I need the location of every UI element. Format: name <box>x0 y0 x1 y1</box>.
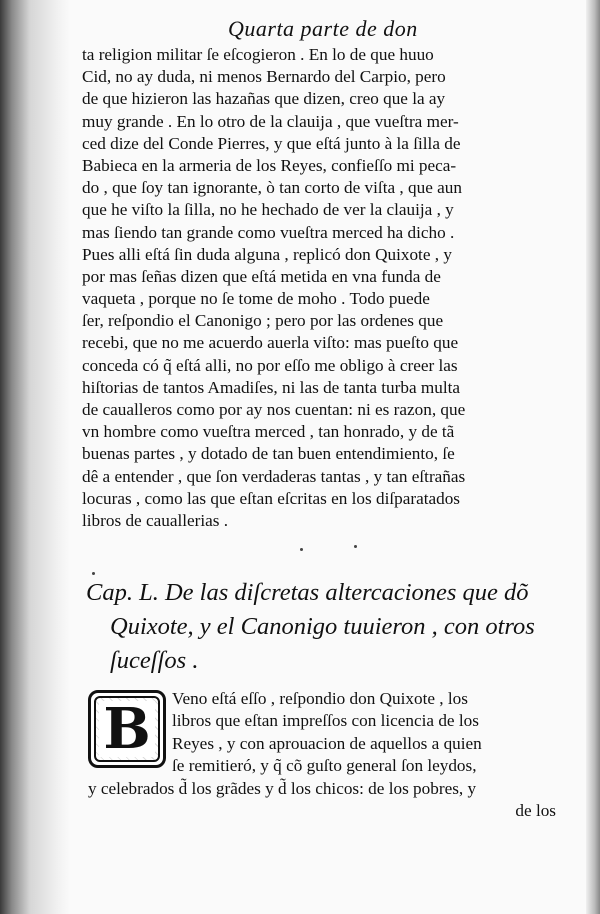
ink-speck <box>92 572 95 575</box>
text-line: locuras , como las que eſtan eſcritas en los diſparatados <box>82 488 460 508</box>
text-line: por mas ſeñas dizen que eſtá metida en vna funda de <box>82 266 441 286</box>
text-line: ſe remitieró, y q̃ cõ guſto general ſon leydos, <box>172 756 477 776</box>
text-line: vn hombre como vueſtra merced , tan honrado, y de tã <box>82 422 455 442</box>
body-text <box>82 44 556 532</box>
drop-cap-letter: B <box>99 701 154 757</box>
chapter-heading <box>86 576 562 678</box>
text-line: de caualleros como por ay nos cuentan: ni es razon, que <box>82 400 466 419</box>
page-gutter-shadow <box>0 0 70 914</box>
running-head: Quarta parte de don <box>228 16 418 41</box>
text-line: Babieca en la armeria de los Reyes, confieſſo mi peca- <box>82 155 457 175</box>
text-line: dê a entender , que ſon verdaderas tantas , y tan eſtrañas <box>82 466 466 486</box>
ink-speck <box>354 545 357 548</box>
text-line: Cid, no ay duda, ni menos Bernardo del Carpio, pero <box>82 67 446 87</box>
text-line: y celebrados d̃ los grãdes y d̃ los chicos: de los pobres, y <box>88 778 477 798</box>
chapter-paragraph <box>88 688 556 822</box>
text-line: vaqueta , porque no ſe tome de moho . Todo puede <box>82 289 430 309</box>
text-line: conceda có q̃ eſtá alli, no por eſſo me obligo à creer las <box>82 355 458 375</box>
text-line: Veno eſtá eſſo , reſpondio don Quixote , los <box>172 689 468 708</box>
text-line: ta religion militar ſe eſcogieron . En lo de que huuo <box>82 45 434 64</box>
text-line: libros de cauallerias . <box>82 510 229 530</box>
text-line: buenas partes , y dotado de tan buen entendimiento, ſe <box>82 444 455 464</box>
chapter-heading-line: Quixote, y el Canonigo tuuieron , con otros <box>110 613 535 640</box>
text-line: libros que eſtan impreſſos con licencia de los <box>172 711 479 731</box>
text-line: Reyes , y con aprouacion de aquellos a quien <box>172 733 482 753</box>
ink-speck <box>300 548 303 551</box>
text-line: muy grande . En lo otro de la clauija , que vueſtra mer- <box>82 111 459 131</box>
page-edge-shadow <box>586 0 600 914</box>
text-line: hiſtorias de tantos Amadiſes, ni las de tanta turba multa <box>82 377 461 397</box>
text-line: mas ſiendo tan grande como vueſtra merced ha dicho . <box>82 222 455 242</box>
text-line: recebi, que no me acuerdo auerla viſto: mas pueſto que <box>82 333 459 353</box>
chapter-heading-line: ſuceſſos . <box>110 647 199 674</box>
text-line: ſer, reſpondio el Canonigo ; pero por las ordenes que <box>82 311 444 331</box>
chapter-heading-line: Cap. L. De las diſcretas altercaciones que dõ <box>86 579 529 606</box>
text-line: ced dize del Conde Pierres, y que eſtá junto à la ſilla de <box>82 133 461 153</box>
text-line: Pues alli eſtá ſin duda alguna , replicó don Quixote , y <box>82 244 452 264</box>
text-line: do , que ſoy tan ignorante, ò tan corto de viſta , que aun <box>82 178 462 198</box>
text-line: que he viſto la ſilla, no he hechado de ver la clauija , y <box>82 200 454 220</box>
text-line: de los <box>515 800 556 820</box>
text-line: de que hizieron las hazañas que dizen, creo que la ay <box>82 89 446 109</box>
